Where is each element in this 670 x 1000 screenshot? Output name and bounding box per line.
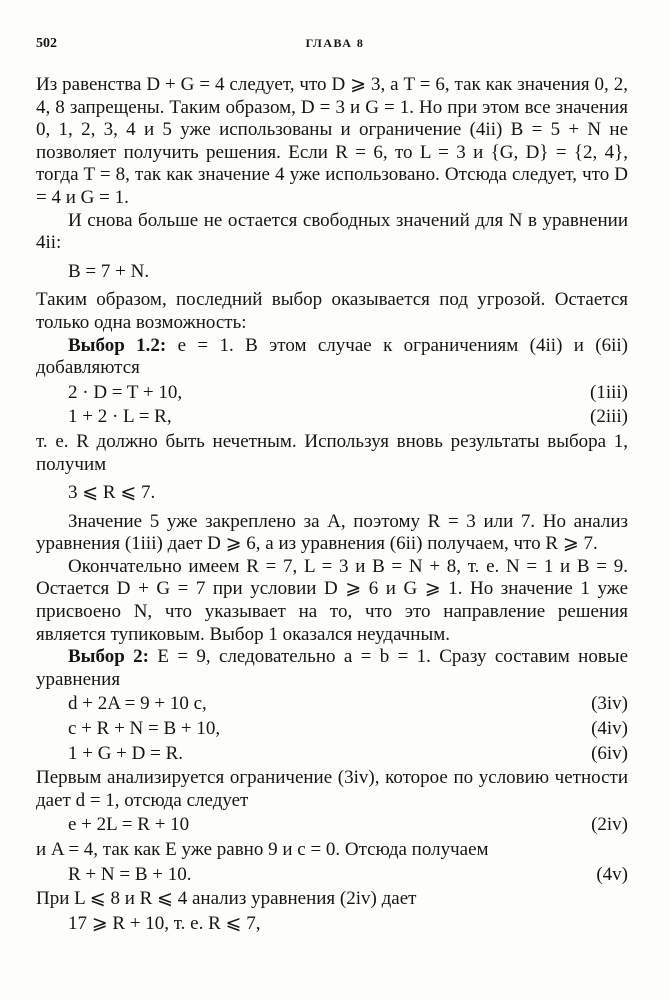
- equation-expr: 1 + 2 · L = R,: [68, 406, 172, 428]
- paragraph-5: т. е. R должно быть нечетным. Используя вновь результаты выбора 1, получим: [36, 430, 628, 475]
- equation-expr: c + R + N = B + 10,: [68, 718, 221, 740]
- paragraph-11: При L ⩽ 8 и R ⩽ 4 анализ уравнения (2iv) дает: [36, 888, 417, 910]
- equation-3iv: [36, 693, 628, 716]
- equation-tag: (2iii): [590, 406, 628, 428]
- page-body: [36, 74, 628, 937]
- equation-b: [36, 261, 628, 284]
- paragraph-4-text: e = 1. В этом случае к ограничениям (4ii) и (6ii) добавляются: [36, 334, 628, 379]
- equation-1iii: [36, 382, 628, 405]
- equation-expr: 3 ⩽ R ⩽ 7.: [68, 482, 156, 504]
- running-head-chapter: ГЛАВА 8: [305, 36, 365, 50]
- equation-tag: (4v): [596, 863, 628, 885]
- equation-last: [36, 913, 628, 936]
- paragraph-7: Окончательно имеем R = 7, L = 3 и B = N + 8, т. е. N = 1 и B = 9. Остается D + G = 7 при условии D ⩾ 6 и G ⩾ 1. Но значение 1 уже присвоено N, что указывает на то, что это направление решения является тупиковым. Выбор 1 оказался неудачным.: [36, 555, 628, 645]
- equation-tag: (4iv): [591, 718, 628, 740]
- equation-tag: (6iv): [591, 742, 628, 764]
- equation-2iv: [36, 814, 628, 837]
- equation-expr: 1 + G + D = R.: [68, 742, 184, 764]
- equation-expr: 17 ⩾ R + 10, т. е. R ⩽ 7,: [68, 912, 261, 934]
- page-number: 502: [36, 36, 57, 51]
- equation-2iii: [36, 406, 628, 429]
- equation-expr: B = 7 + N.: [68, 260, 150, 282]
- equation-expr: d + 2A = 9 + 10 c,: [68, 693, 207, 715]
- paragraph-1: Из равенства D + G = 4 следует, что D ⩾ 3, а T = 6, так как значения 0, 2, 4, 8 запрещены. Таким образом, D = 3 и G = 1. Но при этом все значения 0, 1, 2, 3, 4 и 5 уже использованы и ограничение (4ii) B = 5 + N не позволяет получить решения. Если R = 6, то L = 3 и {G, D} = {2, 4}, тогда T = 8, так как значение 4 уже использовано. Отсюда следует, что D = 4 и G = 1.: [36, 74, 628, 208]
- paragraph-3: Таким образом, последний выбор оказывается под угрозой. Остается только одна возможность:: [36, 289, 628, 333]
- equation-tag: (1iii): [590, 381, 628, 403]
- paragraph-2: И снова больше не остается свободных значений для N в уравнении 4ii:: [36, 209, 628, 254]
- paragraph-6: Значение 5 уже закреплено за A, поэтому R = 3 или 7. Но анализ уравнения (1iii) дает D ⩾ 6, а из уравнения (6ii) получаем, что R ⩾ 7.: [36, 510, 628, 555]
- equation-expr: 2 · D = T + 10,: [68, 381, 183, 403]
- equation-r-range: [36, 482, 628, 505]
- equation-tag: (3iv): [591, 693, 628, 715]
- equation-expr: R + N = B + 10.: [68, 863, 192, 885]
- equation-4iv: [36, 718, 628, 741]
- paragraph-10: и A = 4, так как E уже равно 9 и c = 0. Отсюда получаем: [36, 839, 489, 860]
- equation-6iv: [36, 743, 628, 766]
- paragraph-8: [36, 646, 628, 691]
- choice-label: Выбор 2:: [68, 646, 150, 668]
- paragraph-4: [36, 335, 628, 380]
- choice-label: Выбор 1.2:: [68, 334, 167, 356]
- paragraph-9: Первым анализируется ограничение (3iv), которое по условию четности дает d = 1, отсюда следует: [36, 767, 628, 811]
- paragraph-8-text: E = 9, следовательно a = b = 1. Сразу составим новые уравнения: [36, 646, 628, 690]
- equation-tag: (2iv): [591, 814, 628, 836]
- equation-4v: [36, 864, 628, 887]
- equation-expr: e + 2L = R + 10: [68, 814, 190, 836]
- page-header: [0, 0, 670, 60]
